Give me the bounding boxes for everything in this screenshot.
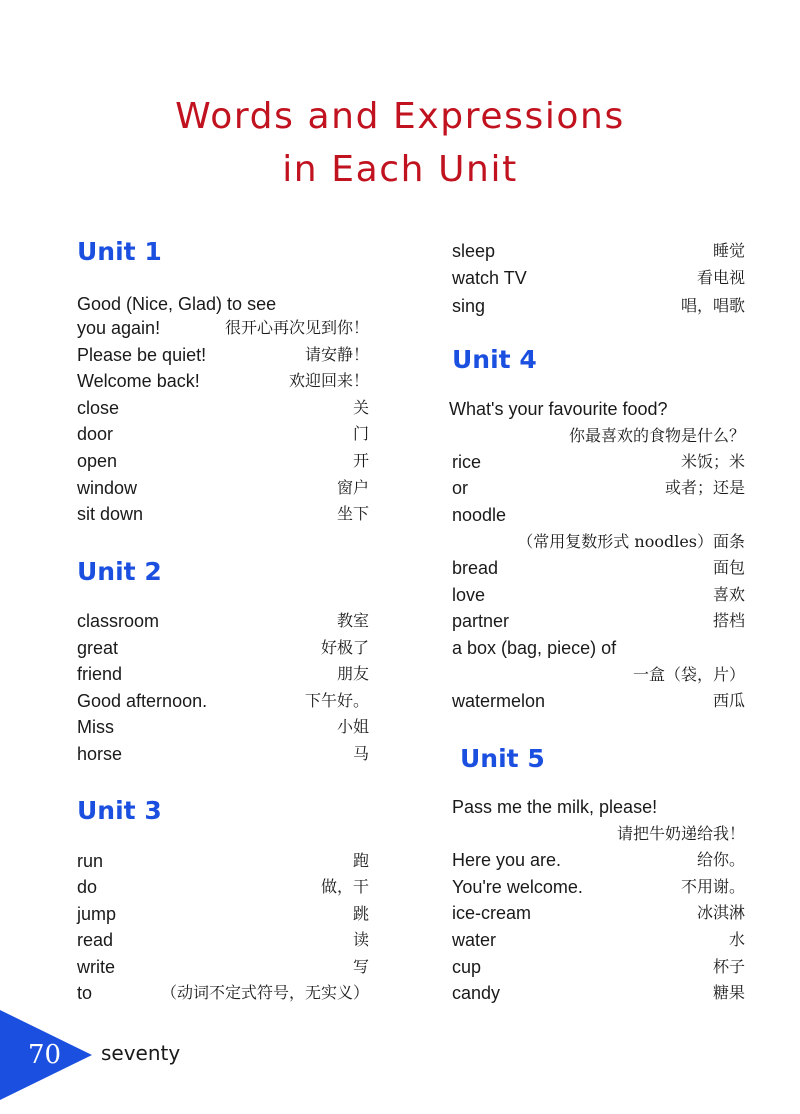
entry-zh: 读: [352, 930, 369, 949]
list-item: [449, 396, 745, 422]
entry-en: sit down: [77, 504, 144, 524]
list-item: [77, 954, 369, 980]
entry-en: sleep: [452, 241, 496, 261]
entry-zh: （动词不定式符号，无实义）: [160, 983, 369, 1002]
list-item: [452, 980, 745, 1006]
list-item: [452, 954, 745, 980]
entry-en: bread: [452, 558, 499, 578]
entry-en: window: [77, 478, 138, 498]
list-item: [77, 475, 369, 501]
entry-zh: 好极了: [320, 638, 369, 657]
entry-en: love: [452, 585, 486, 605]
list-item: [452, 265, 745, 291]
entry-en: watch TV: [452, 268, 527, 288]
list-item: [452, 847, 745, 873]
entry-en: Good afternoon.: [77, 691, 208, 711]
list-item: [77, 501, 369, 527]
entry-zh: 跑: [352, 851, 369, 870]
entry-en: Pass me the milk, please!: [452, 797, 658, 817]
list-item: [77, 714, 369, 740]
entry-zh: 不用谢。: [680, 877, 745, 896]
entry-zh: 很开心再次见到你！: [224, 318, 369, 337]
list-item: [77, 980, 369, 1006]
entry-en: Welcome back!: [77, 371, 200, 391]
entry-zh: 做，干: [320, 877, 369, 896]
list-item: [77, 608, 369, 634]
unit-1-heading: Unit 1: [77, 237, 162, 266]
entry-zh: 面包: [712, 558, 745, 577]
list-item: [452, 794, 745, 820]
entry-en: or: [452, 478, 469, 498]
entry-en: noodle: [452, 505, 507, 525]
entry-en: cup: [452, 957, 482, 977]
list-item: [77, 291, 369, 317]
entry-zh: 窗户: [336, 478, 369, 497]
list-item: [452, 582, 745, 608]
entry-zh: 西瓜: [712, 691, 745, 710]
unit-4-heading: Unit 4: [452, 345, 537, 374]
unit-3-heading: Unit 3: [77, 796, 162, 825]
entry-en: you again!: [77, 318, 161, 338]
entry-en: horse: [77, 744, 123, 764]
entry-zh: 米饭；米: [680, 452, 745, 471]
entry-en: to: [77, 983, 93, 1003]
list-item: [452, 821, 745, 847]
entry-en: Please be quiet!: [77, 345, 207, 365]
list-item: [452, 449, 745, 475]
list-item: [452, 423, 745, 449]
unit-5-heading: Unit 5: [460, 744, 545, 773]
entry-zh: 请安静！: [304, 345, 369, 364]
list-item: [452, 555, 745, 581]
title-line-2: in Each Unit: [282, 149, 518, 190]
entry-zh: 或者；还是: [664, 478, 745, 497]
entry-en: do: [77, 877, 98, 897]
entry-zh: （常用复数形式 noodles）面条: [517, 532, 745, 551]
page-title: [0, 90, 800, 196]
list-item: [77, 448, 369, 474]
list-item: [452, 688, 745, 714]
list-item: [77, 342, 369, 368]
entry-zh: 写: [352, 957, 369, 976]
entry-en: write: [77, 957, 116, 977]
entry-zh: 请把牛奶递给我！: [616, 824, 745, 843]
entry-en: Here you are.: [452, 850, 562, 870]
entry-en: door: [77, 424, 114, 444]
entry-zh: 朋友: [336, 664, 369, 683]
entry-en: water: [452, 930, 497, 950]
entry-zh: 睡觉: [712, 241, 745, 260]
list-item: [452, 900, 745, 926]
entry-en: What's your favourite food?: [449, 399, 668, 419]
list-item: [77, 421, 369, 447]
list-item: [77, 315, 369, 341]
entry-zh: 糖果: [712, 983, 745, 1002]
entry-en: open: [77, 451, 118, 471]
title-line-1: Words and Expressions: [175, 96, 625, 137]
list-item: [452, 529, 745, 555]
page-number-word: seventy: [101, 1041, 181, 1065]
entry-zh: 坐下: [336, 504, 369, 523]
unit-2-heading: Unit 2: [77, 557, 162, 586]
entry-en: great: [77, 638, 119, 658]
entry-en: Miss: [77, 717, 114, 737]
entry-en: rice: [452, 452, 482, 472]
entry-zh: 跳: [352, 904, 369, 923]
list-item: [77, 368, 369, 394]
entry-zh: 水: [728, 930, 745, 949]
list-item: [77, 688, 369, 714]
entry-zh: 冰淇淋: [696, 903, 745, 922]
entry-zh: 一盒（袋，片）: [632, 665, 745, 684]
entry-zh: 杯子: [712, 957, 745, 976]
entry-en: Good (Nice, Glad) to see: [77, 294, 277, 314]
list-item: [452, 927, 745, 953]
entry-en: read: [77, 930, 114, 950]
entry-zh: 关: [352, 398, 369, 417]
list-item: [77, 661, 369, 687]
list-item: [452, 238, 745, 264]
entry-en: classroom: [77, 611, 160, 631]
entry-en: partner: [452, 611, 510, 631]
list-item: [77, 874, 369, 900]
entry-en: sing: [452, 296, 486, 316]
entry-en: jump: [77, 904, 117, 924]
page-number: 70: [28, 1040, 62, 1070]
entry-zh: 看电视: [696, 268, 745, 287]
entry-zh: 马: [352, 744, 369, 763]
entry-zh: 唱，唱歌: [680, 296, 745, 315]
entry-en: a box (bag, piece) of: [452, 638, 617, 658]
list-item: [452, 608, 745, 634]
entry-zh: 喜欢: [712, 585, 745, 604]
list-item: [452, 635, 745, 661]
entry-zh: 教室: [336, 611, 369, 630]
entry-zh: 你最喜欢的食物是什么？: [568, 426, 745, 445]
list-item: [452, 662, 745, 688]
entry-zh: 欢迎回来！: [288, 371, 369, 390]
entry-zh: 门: [352, 424, 369, 443]
entry-zh: 下午好。: [304, 691, 369, 710]
list-item: [77, 741, 369, 767]
entry-en: close: [77, 398, 120, 418]
list-item: [452, 293, 745, 319]
list-item: [452, 874, 745, 900]
list-item: [77, 901, 369, 927]
entry-en: friend: [77, 664, 123, 684]
entry-en: ice-cream: [452, 903, 532, 923]
entry-en: You're welcome.: [452, 877, 583, 897]
list-item: [452, 502, 745, 528]
list-item: [77, 927, 369, 953]
entry-en: run: [77, 851, 104, 871]
list-item: [452, 475, 745, 501]
entry-zh: 小姐: [336, 717, 369, 736]
list-item: [77, 635, 369, 661]
entry-zh: 开: [352, 451, 369, 470]
entry-zh: 给你。: [696, 850, 745, 869]
list-item: [77, 395, 369, 421]
entry-zh: 搭档: [712, 611, 745, 630]
list-item: [77, 848, 369, 874]
entry-en: watermelon: [452, 691, 546, 711]
entry-en: candy: [452, 983, 501, 1003]
